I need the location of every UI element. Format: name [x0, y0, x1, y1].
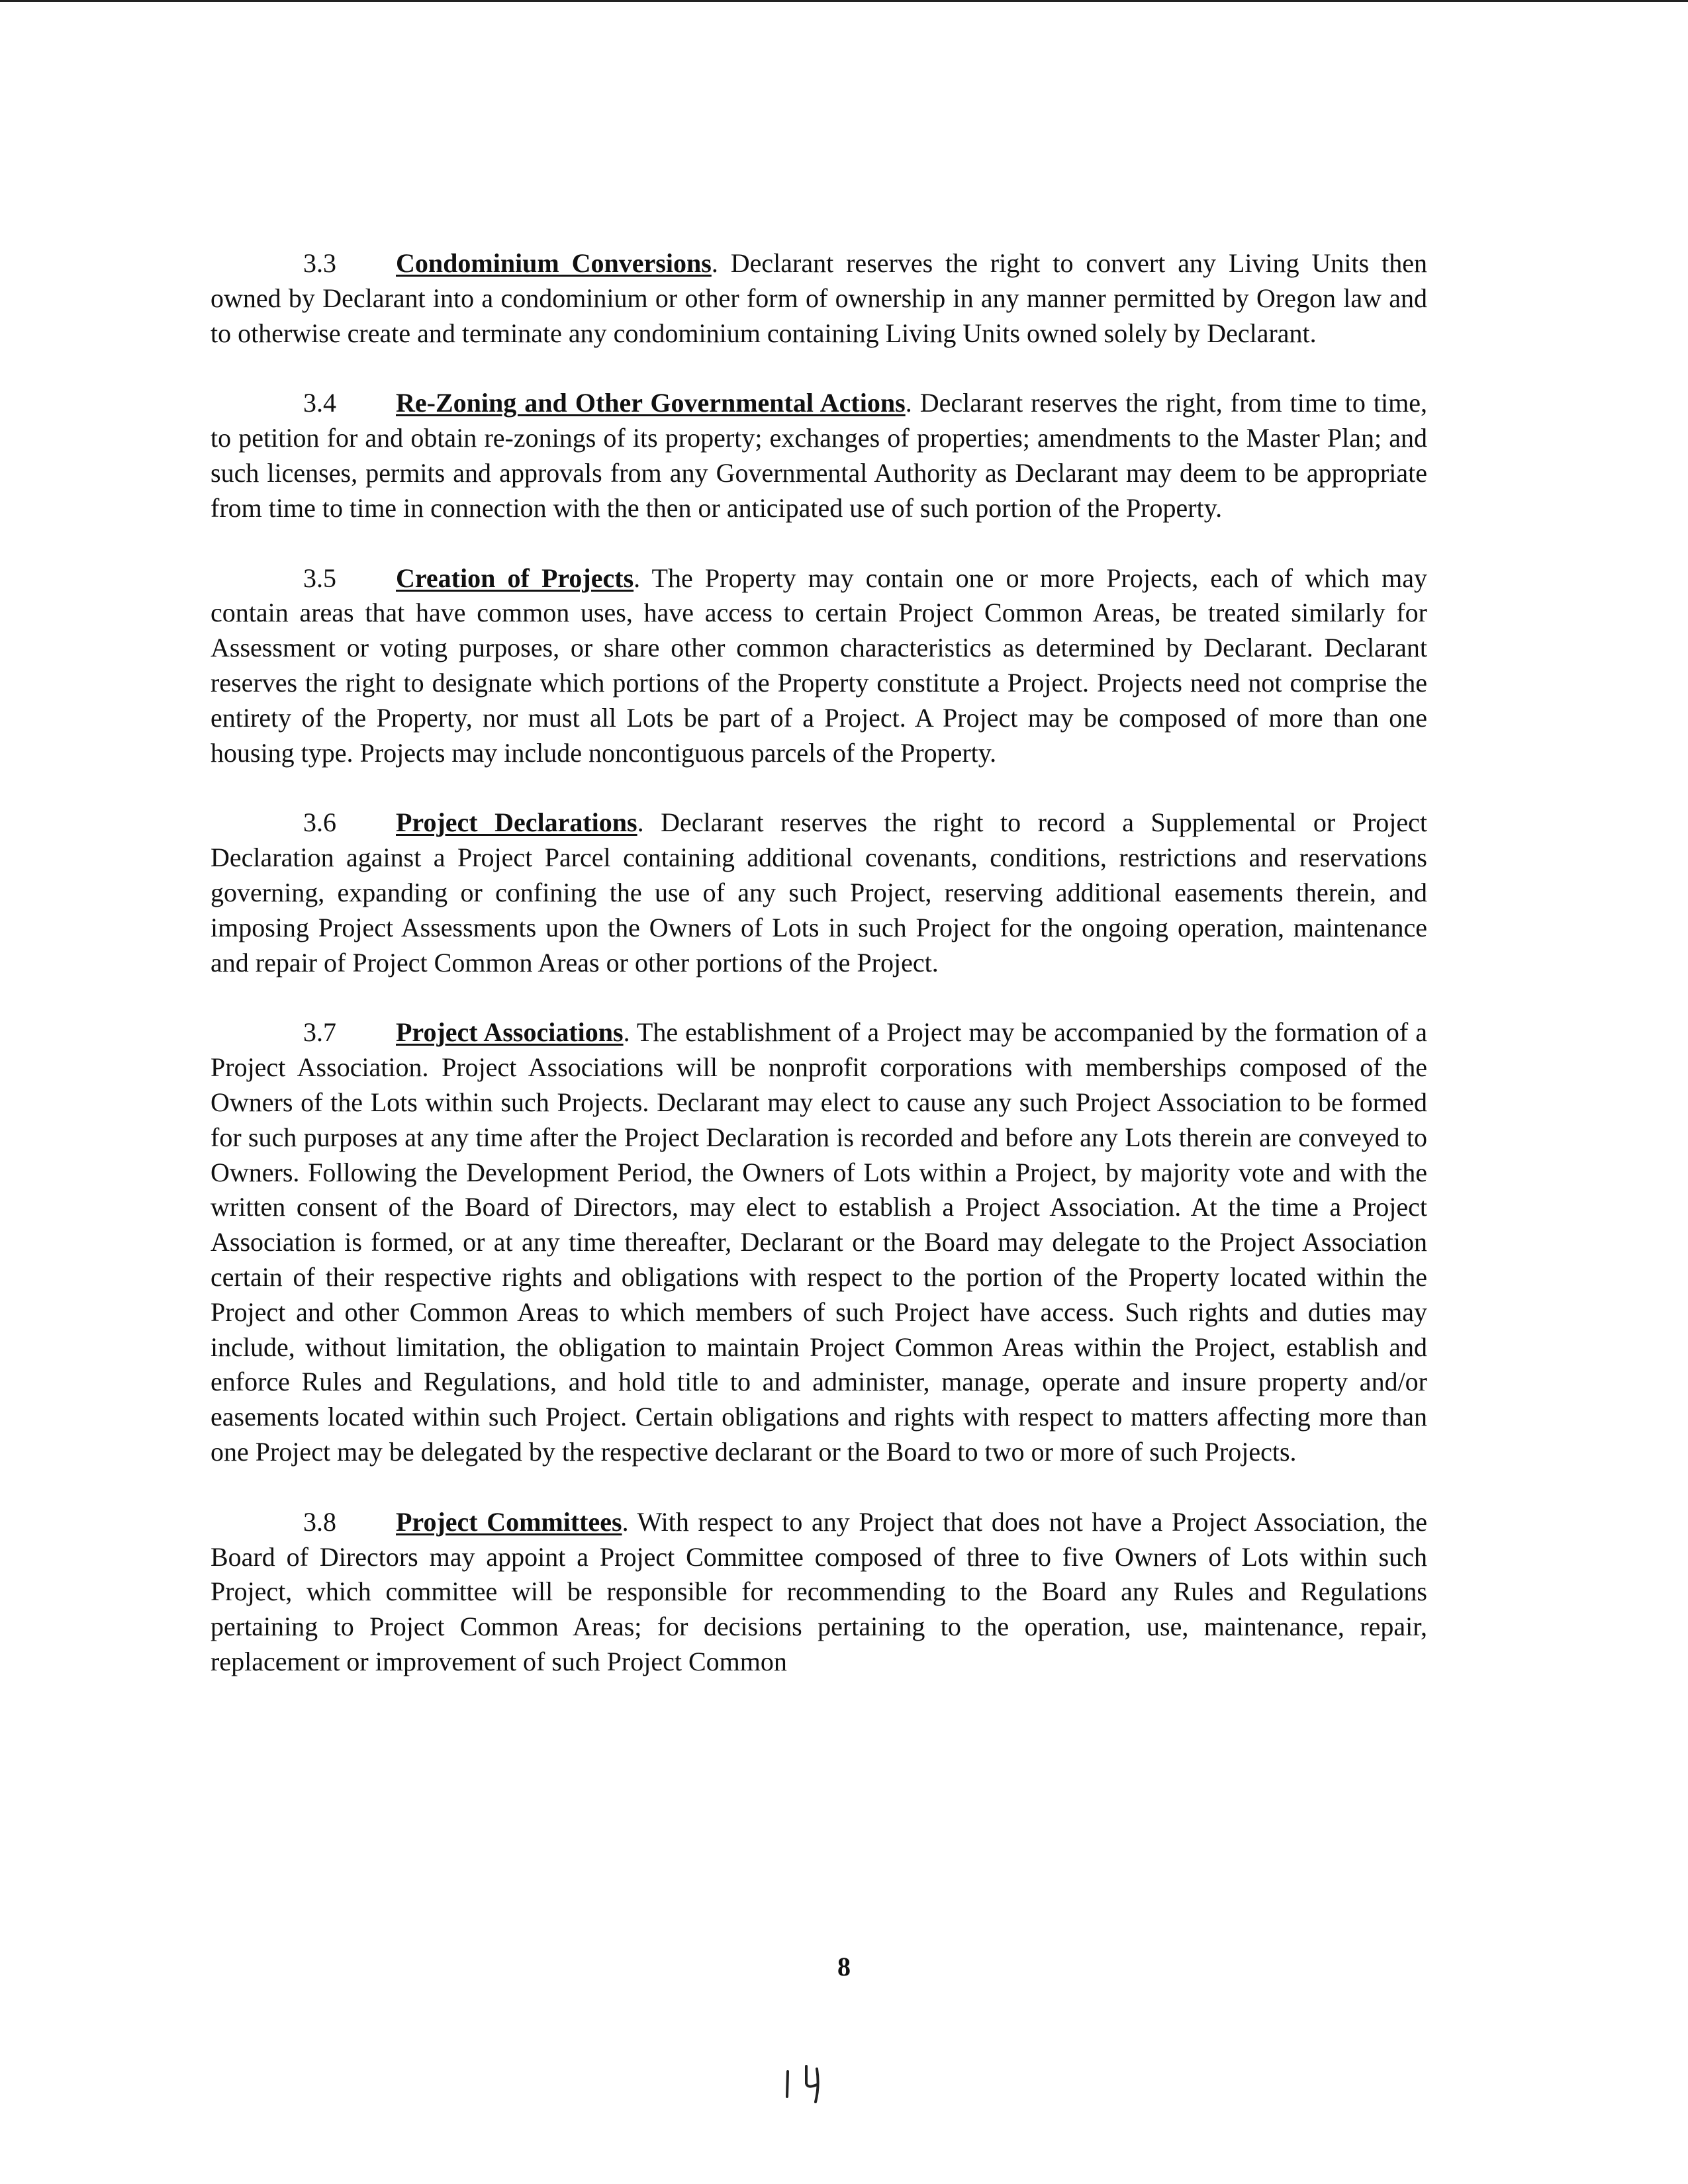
document-body [211, 246, 1427, 1680]
section-text: . Declarant reserves the right to convert any Living Units then owned by Declarant into a condominium or other form of ownership in any manner permitted by Oregon law and to otherwise create and terminate any condominium containing Living Units owned solely by Declarant. [211, 248, 1428, 348]
section-3-3 [211, 246, 1427, 351]
section-number: 3.7 [303, 1017, 336, 1048]
section-3-6 [211, 805, 1427, 980]
section-text: . Declarant reserves the right to record a Supplemental or Project Declaration against a Project Parcel containing additional covenants, conditions, restrictions and reservations governing, expanding or confining the use of any such Project, reserving additional easements therein, and imposing Project Assessments upon the Owners of Lots in such Project for the ongoing operation, maintenance and repair of Project Common Areas or other portions of the Project. [211, 807, 1428, 978]
section-3-7 [211, 1015, 1427, 1469]
section-number: 3.8 [303, 1506, 336, 1537]
section-number: 3.6 [303, 807, 336, 838]
page-number: 8 [837, 1952, 851, 1981]
section-heading: Project Committees [396, 1506, 622, 1537]
section-heading: Project Declarations [396, 807, 637, 838]
section-heading: Project Associations [396, 1017, 624, 1048]
section-text: . With respect to any Project that does not have a Project Association, the Board of Directors may appoint a Project Committee composed of three to five Owners of Lots within such Project, which committee will be responsible for recommending to the Board any Rules and Regulations pertaining to Project Common Areas; for decisions pertaining to the operation, use, maintenance, repair, replacement or improvement of such Project Common [211, 1506, 1428, 1676]
section-heading: Re-Zoning and Other Governmental Actions [396, 388, 906, 418]
section-number: 3.5 [303, 563, 336, 593]
section-3-5 [211, 561, 1427, 771]
section-text: . The establishment of a Project may be accompanied by the formation of a Project Association. Project Associations will be nonprofit corporations with memberships composed of the Owners of the Lots within such Projects. Declarant may elect to cause any such Project Association to be formed for such purposes at any time after the Project Declaration is recorded and before any Lots therein are conveyed to Owners. Following the Development Period, the Owners of Lots within a Project, by majority vote and with the written consent of the Board of Directors, may elect to establish a Project Association. At the time a Project Association is formed, or at any time thereafter, Declarant or the Board may delegate to the Project Association certain of their respective rights and obligations with respect to the portion of the Property located within the Project and other Common Areas to which members of such Project have access. Such rights and duties may include, without limitation, the obligation to maintain Project Common Areas within the Project, establish and enforce Rules and Regulations, and hold title to and administer, manage, operate and insure property and/or easements located within such Project. Certain obligations and rights with respect to matters affecting more than one Project may be delegated by the respective declarant or the Board to two or more of such Projects. [211, 1017, 1428, 1467]
section-text: . Declarant reserves the right, from time to time, to petition for and obtain re-zonings of its property; exchanges of properties; amendments to the Master Plan; and such licenses, permits and approvals from any Governmental Authority as Declarant may deem to be appropriate from time to time in connection with the then or anticipated use of such portion of the Property. [211, 388, 1427, 523]
section-text: . The Property may contain one or more Projects, each of which may contain areas that have common uses, have access to certain Project Common Areas, be treated similarly for Assessment or voting purposes, or share other common characteristics as determined by Declarant. Declarant reserves the right to designate which portions of the Property constitute a Project. Projects need not comprise the entirety of the Property, nor must all Lots be part of a Project. A Project may be composed of more than one housing type. Projects may include noncontiguous parcels of the Property. [211, 563, 1427, 768]
section-number: 3.4 [303, 388, 336, 418]
section-number: 3.3 [303, 248, 336, 278]
scan-top-edge [0, 0, 1688, 2]
section-3-4 [211, 386, 1427, 525]
section-3-8 [211, 1505, 1427, 1680]
section-heading: Condominium Conversions [396, 248, 712, 278]
section-heading: Creation of Projects [396, 563, 634, 593]
handwritten-page-mark [780, 2058, 833, 2105]
